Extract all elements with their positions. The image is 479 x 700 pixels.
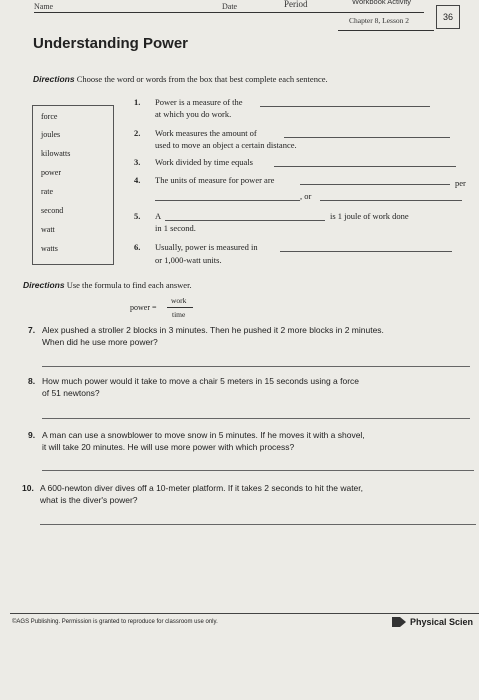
question-10-text-cont: what is the diver's power?	[40, 495, 138, 505]
item-1-text: Power is a measure of the	[155, 97, 243, 107]
item-4-number: 4.	[134, 175, 141, 185]
item-4-blank-c[interactable]	[320, 200, 462, 201]
formula-fraction-bar	[167, 307, 193, 308]
word-box-item: second	[41, 206, 64, 215]
directions-2-text: Use the formula to find each answer.	[66, 280, 192, 290]
item-5-blank[interactable]	[165, 220, 325, 221]
item-5-number: 5.	[134, 211, 141, 221]
question-7-number: 7.	[28, 325, 36, 335]
chapter-rule	[338, 30, 434, 31]
question-8-answer-line[interactable]	[42, 418, 470, 419]
word-box-item: rate	[41, 187, 53, 196]
question-9-answer-line[interactable]	[42, 470, 474, 471]
word-box-item: watt	[41, 225, 55, 234]
directions-1	[33, 74, 328, 84]
name-label: Name	[34, 2, 54, 11]
item-4-blank-a[interactable]	[300, 184, 450, 185]
period-label: Period	[284, 0, 308, 9]
copyright-notice: ©AGS Publishing. Permission is granted to reproduce for classroom use only.	[12, 619, 218, 625]
item-2-text-cont: used to move an object a certain distance.	[155, 140, 297, 150]
item-1-blank[interactable]	[260, 106, 430, 107]
item-2-number: 2.	[134, 128, 141, 138]
page-number: 36	[442, 12, 453, 22]
item-5-text-b: is 1 joule of work done	[330, 211, 409, 221]
formula-numerator: work	[171, 296, 187, 305]
item-6-text: Usually, power is measured in	[155, 242, 258, 252]
publisher-brand: Physical Scien	[410, 617, 474, 627]
word-box-item: kilowatts	[41, 149, 71, 158]
directions-2-label: Directions	[23, 280, 65, 290]
question-10-number: 10.	[22, 483, 34, 493]
item-6-blank[interactable]	[280, 251, 452, 252]
item-3-blank[interactable]	[274, 166, 456, 167]
word-box-item: power	[41, 168, 61, 177]
item-6-text-cont: or 1,000-watt units.	[155, 255, 222, 265]
item-2-text: Work measures the amount of	[155, 128, 257, 138]
formula-lhs: power =	[130, 303, 157, 312]
header-rule	[34, 12, 424, 13]
word-box	[32, 105, 114, 265]
item-5-text: A	[155, 211, 162, 221]
item-1-text-cont: at which you do work.	[155, 109, 232, 119]
question-9-text-cont: it will take 20 minutes. He will use more power with which process?	[42, 442, 295, 452]
item-1-number: 1.	[134, 97, 141, 107]
question-8-number: 8.	[28, 376, 36, 386]
workbook-activity-label: Workbook Activity	[352, 0, 412, 6]
question-10-answer-line[interactable]	[40, 524, 476, 525]
directions-2	[23, 280, 192, 290]
directions-1-label: Directions	[33, 74, 75, 84]
item-4-text: The units of measure for power are	[155, 175, 275, 185]
question-7-text: Alex pushed a stroller 2 blocks in 3 minutes. Then he pushed it 2 more blocks in 2 minutes.	[42, 325, 384, 335]
item-3-number: 3.	[134, 157, 141, 167]
item-5-text-cont: in 1 second.	[155, 223, 196, 233]
footer-rule	[10, 613, 479, 614]
item-4-per: per	[455, 178, 466, 188]
question-8-text: How much power would it take to move a chair 5 meters in 15 seconds using a force	[42, 376, 360, 386]
chapter-label: Chapter 8, Lesson 2	[349, 16, 409, 25]
question-10-text: A 600-newton diver dives off a 10-meter platform. If it takes 2 seconds to hit the water,	[40, 483, 364, 493]
word-box-item: force	[41, 112, 58, 121]
page-title: Understanding Power	[33, 35, 189, 52]
question-7-answer-line[interactable]	[42, 366, 470, 367]
directions-1-text: Choose the word or words from the box that best complete each sentence.	[76, 74, 328, 84]
item-3-text: Work divided by time equals	[155, 157, 253, 167]
question-8-text-cont: of 51 newtons?	[42, 388, 100, 398]
date-label: Date	[222, 2, 238, 11]
arrow-icon	[392, 617, 406, 630]
formula-denominator: time	[172, 310, 186, 319]
word-box-item: watts	[41, 244, 58, 253]
item-4-or: , or	[300, 191, 312, 201]
item-4-blank-b[interactable]	[155, 200, 300, 201]
page-number-box	[436, 5, 460, 29]
item-6-number: 6.	[134, 242, 141, 252]
question-9-number: 9.	[28, 430, 36, 440]
question-9-text: A man can use a snowblower to move snow in 5 minutes. If he moves it with a shovel,	[42, 430, 365, 440]
item-2-blank[interactable]	[284, 137, 450, 138]
word-box-item: joules	[41, 130, 61, 139]
question-7-text-cont: When did he use more power?	[42, 337, 158, 347]
